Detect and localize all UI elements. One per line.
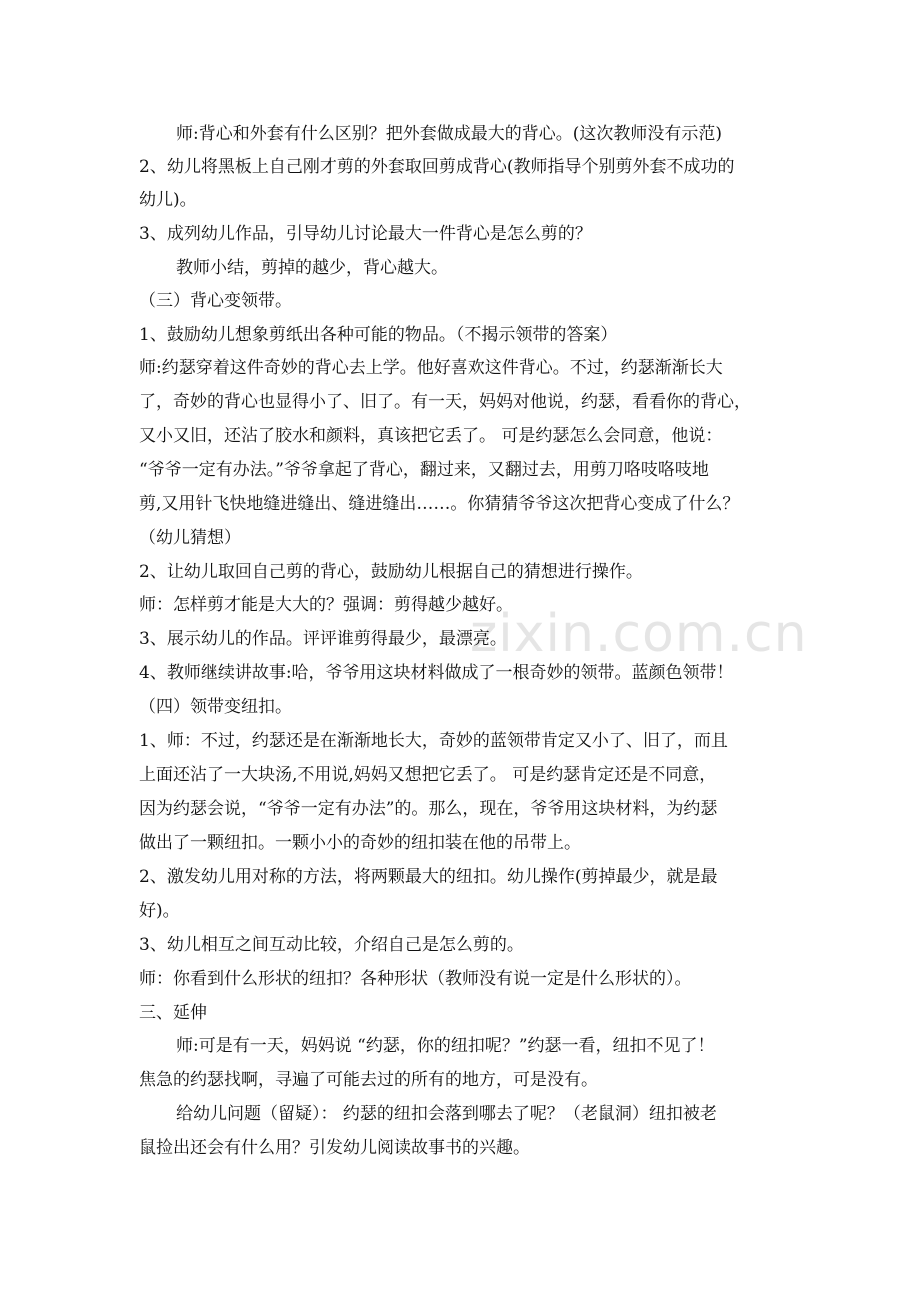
paragraph-line: 给幼儿问题（留疑）： 约瑟的纽扣会落到哪去了呢？（老鼠洞）纽扣被老 [176, 1104, 717, 1124]
paragraph-line: 1、鼓励幼儿想象剪纸出各种可能的物品。（不揭示领带的答案） [139, 325, 618, 345]
paragraph-line: 了，奇妙的背心也显得小了、旧了。有一天，妈妈对他说，约瑟，看看你的背心， [139, 392, 751, 412]
paragraph-line: 2、幼儿将黑板上自己刚才剪的外套取回剪成背心(教师指导个别剪外套不成功的 [139, 157, 735, 177]
paragraph-line: 3、展示幼儿的作品。评评谁剪得最少，最漂亮。 [139, 629, 507, 649]
paragraph-line: 1、师：不过，约瑟还是在渐渐地长大，奇妙的蓝领带肯定又小了、旧了，而且 [139, 731, 728, 751]
paragraph-line: 3、幼儿相互之间互动比较，介绍自己是怎么剪的。 [139, 935, 524, 955]
paragraph-line: 剪,又用针飞快地缝进缝出、缝进缝出……。你猜猜爷爷这次把背心变成了什么？ [139, 494, 740, 514]
paragraph-line: 3、成列幼儿作品，引导幼儿讨论最大一件背心是怎么剪的？ [139, 224, 592, 244]
watermark: zixin.com.cn [470, 604, 808, 664]
paragraph-line: 焦急的约瑟找啊，寻遍了可能去过的所有的地方，可是没有。 [139, 1070, 598, 1090]
paragraph-line: 又小又旧，还沾了胶水和颜料，真该把它丢了。 可是约瑟怎么会同意，他说： [139, 426, 723, 446]
paragraph-line: 上面还沾了一大块汤,不用说,妈妈又想把它丢了。 可是约瑟肯定还是不同意， [139, 765, 717, 785]
paragraph-line: 师:可是有一天，妈妈说 “约瑟，你的纽扣呢？”约瑟一看，纽扣不见了！ [176, 1036, 715, 1056]
paragraph-line: 4、教师继续讲故事:哈，爷爷用这块材料做成了一根奇妙的领带。蓝颜色领带！ [139, 663, 734, 683]
paragraph-line: 因为约瑟会说，“爷爷一定有办法”的。那么，现在，爷爷用这块材料，为约瑟 [139, 799, 718, 819]
paragraph-line: 2、让幼儿取回自己剪的背心，鼓励幼儿根据自己的猜想进行操作。 [139, 562, 643, 582]
paragraph-line: 师：你看到什么形状的纽扣？各种形状（教师没有说一定是什么形状的）。 [139, 969, 692, 989]
paragraph-line: 2、激发幼儿用对称的方法，将两颗最大的纽扣。幼儿操作(剪掉最少，就是最 [139, 867, 718, 887]
paragraph-line: 幼儿)。 [139, 190, 197, 210]
paragraph-line: （幼儿猜想） [139, 528, 241, 548]
section-heading: 三、延伸 [139, 1003, 207, 1023]
section-heading: （四）领带变纽扣。 [139, 697, 292, 717]
paragraph-line: 好)。 [139, 901, 180, 921]
paragraph-line: 鼠捡出还会有什么用？引发幼儿阅读故事书的兴趣。 [139, 1138, 530, 1158]
paragraph-line: “爷爷一定有办法。”爷爷拿起了背心，翻过来，又翻过去，用剪刀咯吱咯吱地 [139, 460, 709, 480]
paragraph-line: 师:背心和外套有什么区别？把外套做成最大的背心。(这次教师没有示范) [176, 124, 722, 144]
paragraph-line: 师：怎样剪才能是大大的？强调：剪得越少越好。 [139, 595, 513, 615]
section-heading: （三）背心变领带。 [139, 291, 292, 311]
paragraph-line: 师:约瑟穿着这件奇妙的背心去上学。他好喜欢这件背心。不过，约瑟渐渐长大 [139, 358, 723, 378]
paragraph-line: 做出了一颗纽扣。一颗小小的奇妙的纽扣装在他的吊带上。 [139, 833, 581, 853]
paragraph-line: 教师小结，剪掉的越少，背心越大。 [176, 258, 448, 278]
